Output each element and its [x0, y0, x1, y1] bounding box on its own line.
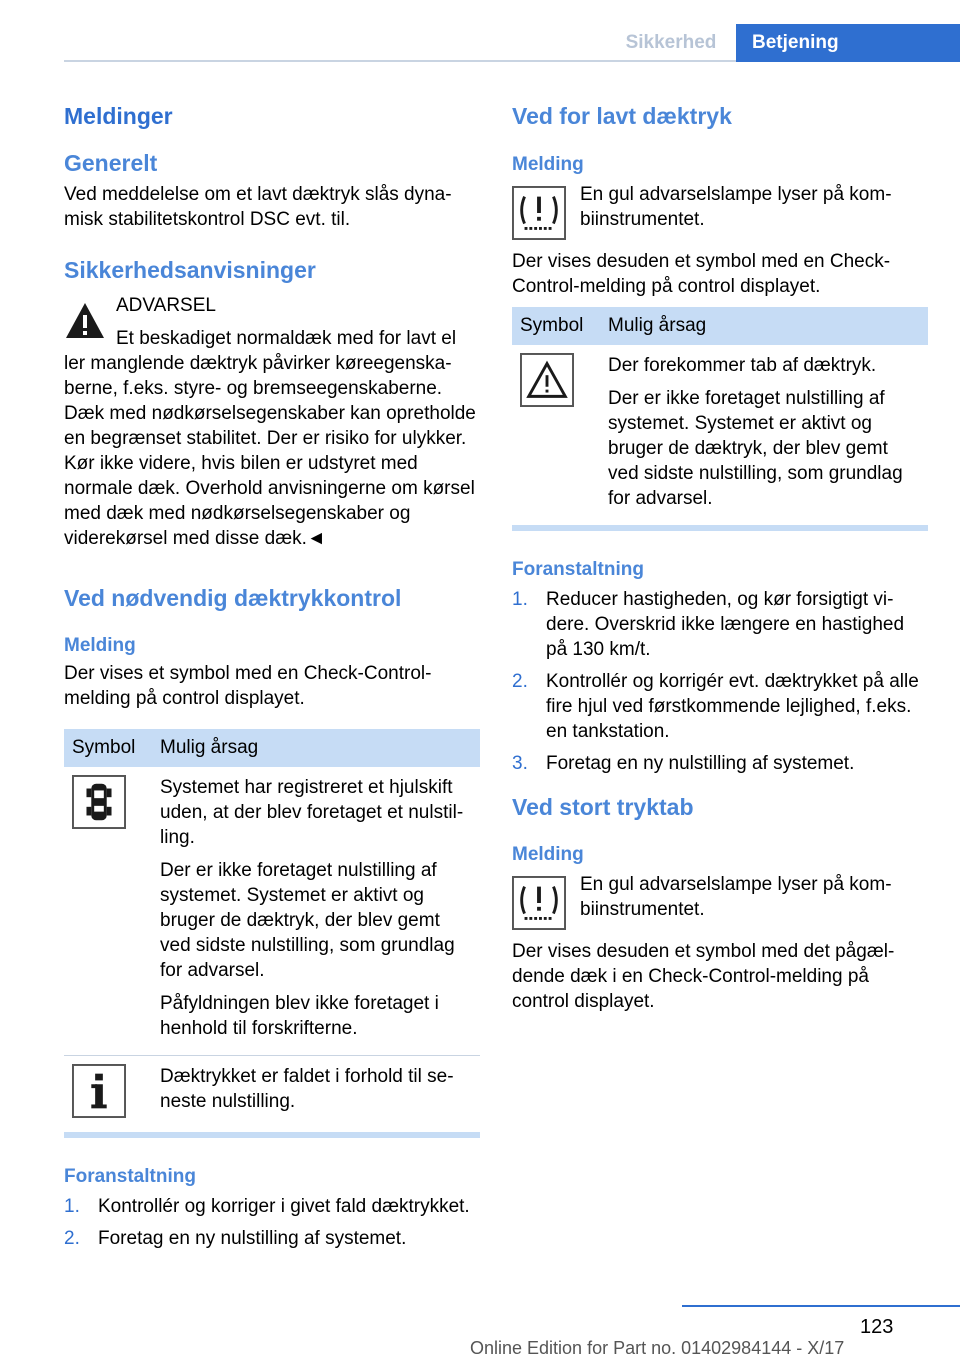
heading-melding: Melding: [512, 154, 584, 175]
heading-stort-tryktab: Ved stort tryktab: [512, 794, 694, 820]
message-lamp-text: En gul advarselslampe lyser på kombiinstrumentet.: [580, 184, 892, 230]
step-text: Foretag en ny nulstilling af systemet.: [546, 753, 855, 774]
tab-betjening[interactable]: Betjening: [736, 24, 960, 62]
heading-noedvendig-daektrykkontrol: Ved nødvendig dæktrykkontrol: [64, 585, 402, 611]
step-text: Kontrollér og korrigér evt. dæktrykket på alle fire hjul ved førstkommende lejlighed, f.eks. en tankstation.: [546, 671, 919, 742]
heading-foranstaltning: Foranstaltning: [64, 1166, 196, 1187]
step-number: 2.: [512, 671, 528, 692]
left-column: [64, 98, 480, 1258]
tab-sikkerhed[interactable]: Sikkerhed: [625, 32, 717, 53]
list-item: [512, 751, 928, 776]
page-number: 123: [860, 1316, 894, 1338]
step-number: 3.: [512, 753, 528, 774]
car-tire-icon: [72, 775, 126, 829]
list-item: [512, 669, 928, 744]
col-header-symbol: Symbol: [512, 307, 600, 345]
row2-text-1: Dæktrykket er faldet i forhold til seneste nulstilling.: [160, 1066, 454, 1112]
step-text: Foretag en ny nulstilling af systemet.: [98, 1228, 407, 1249]
heading-sikkerhedsanvisninger: Sikkerhedsanvisninger: [64, 257, 316, 283]
steps-list-right: [512, 587, 928, 776]
col-header-cause: Mulig årsag: [152, 729, 480, 767]
col-header-cause: Mulig årsag: [600, 307, 928, 345]
message-lamp-text-2: En gul advarselslampe lyser på kombiinstrumentet.: [580, 874, 892, 920]
table-row: [512, 345, 928, 525]
steps-list-left: [64, 1194, 480, 1251]
list-item: [64, 1194, 480, 1219]
row1-text-1: Der forekommer tab af dæktryk.: [608, 355, 877, 376]
paragraph-melding: Der vises et symbol med en Check-Control-melding på control displayet.: [64, 663, 432, 709]
table-row: [64, 767, 480, 1056]
table-row: [64, 1056, 480, 1133]
paragraph-generelt: Ved meddelelse om et lavt dæktryk slås dynamisk stabilitetskontrol DSC evt. til.: [64, 184, 452, 230]
heading-melding-2: Melding: [512, 844, 584, 865]
heading-generelt: Generelt: [64, 150, 158, 176]
step-text: Kontrollér og korriger i givet fald dæktrykket.: [98, 1196, 470, 1217]
warning-block: [64, 293, 480, 551]
footer-rule: [682, 1305, 960, 1307]
tire-pressure-warning-icon: [512, 876, 566, 930]
paragraph-check-control-2: Der vises desuden et symbol med det pågældende dæk i en Check-Control-melding på control displayet.: [512, 941, 895, 1012]
row1-text-1: Systemet har registreret et hjulskift uden, at der blev foretaget et nulstilling.: [160, 777, 464, 848]
paragraph-check-control: Der vises desuden et symbol med en Check-Control-melding på control displayet.: [512, 251, 891, 297]
info-icon: [72, 1064, 126, 1118]
warning-line1: Et beskadiget normaldæk med for lavt el: [116, 328, 457, 349]
warning-body: ler manglende dæktryk påvirker køreegenskaberne, f.eks. styre- og bremseegenskaberne. Dæk med nødkørselsegenskaber kan opretholde en begrænset stabilitet. Der er risiko for ulykker. Kør ikke videre, hvis bilen er udstyret med normale dæk. Overhold anvisningerne om kørsel med dæk med nødkørselsegenskaber og viderekørsel med disse dæk.◄: [64, 353, 476, 549]
symbol-table-right: [512, 307, 928, 525]
section-title-meldinger: Meldinger: [64, 103, 173, 129]
warning-title: ADVARSEL: [116, 295, 216, 316]
footer-edition: Online Edition for Part no. 01402984144 - X/17: [470, 1338, 845, 1358]
row1-text-2: Der er ikke foretaget nulstilling af systemet. Systemet er aktivt og bruger de dæktryk, der blev gemt ved sidste nulstilling, som grundlag for advarsel.: [608, 388, 903, 509]
tire-pressure-warning-icon: [512, 186, 566, 240]
message-lamp-2: [512, 872, 928, 928]
step-number: 1.: [64, 1196, 80, 1217]
row1-text-3: Påfyldningen blev ikke foretaget i henhold til forskrifterne.: [160, 993, 439, 1039]
message-lamp: [512, 182, 928, 238]
heading-foranstaltning: Foranstaltning: [512, 559, 644, 580]
table-bottom-bar: [64, 1132, 480, 1138]
list-item: [512, 587, 928, 662]
step-number: 1.: [512, 589, 528, 610]
col-header-symbol: Symbol: [64, 729, 152, 767]
heading-for-lavt-daektryk: Ved for lavt dæktryk: [512, 103, 732, 129]
symbol-table-left: [64, 729, 480, 1132]
table-bottom-bar: [512, 525, 928, 531]
list-item: [64, 1226, 480, 1251]
warning-triangle-icon: [64, 301, 106, 341]
step-text: Reducer hastigheden, og kør forsigtigt videre. Overskrid ikke længere en hastighed på 130 km/t.: [546, 589, 905, 660]
step-number: 2.: [64, 1228, 80, 1249]
right-column: [512, 98, 928, 1014]
row1-text-2: Der er ikke foretaget nulstilling af systemet. Systemet er aktivt og bruger de dæktryk, der blev gemt ved sidste nulstilling, som grundlag for advarsel.: [160, 860, 455, 981]
heading-melding: Melding: [64, 635, 136, 656]
warning-triangle-icon: [520, 353, 574, 407]
